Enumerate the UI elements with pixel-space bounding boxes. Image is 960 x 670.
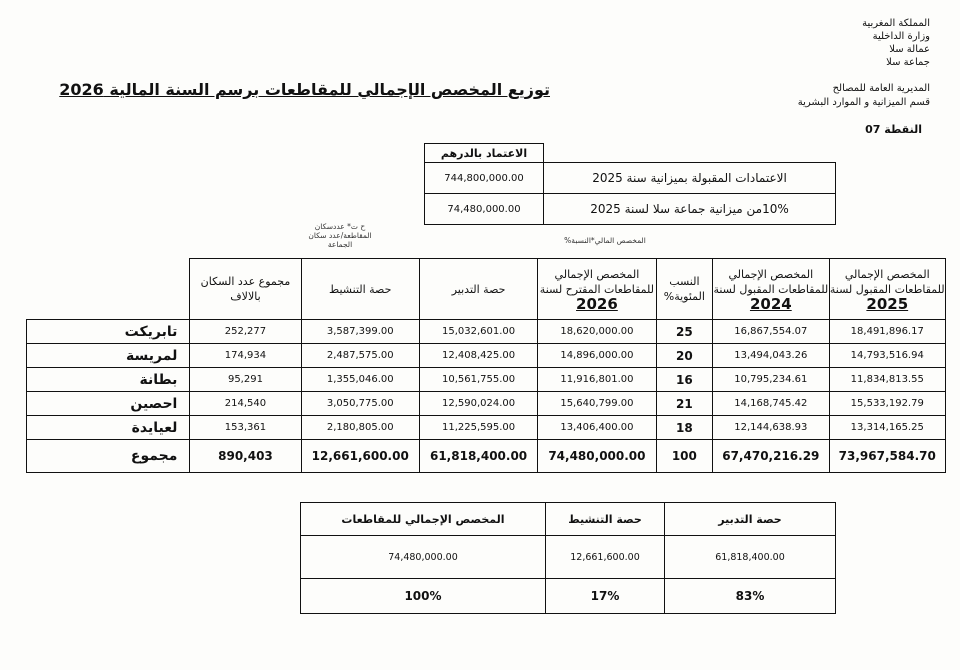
total-row bbox=[27, 440, 946, 473]
header-management-share: حصة التدبير bbox=[419, 259, 537, 320]
credits-caption: الاعتماد بالدرهم bbox=[424, 143, 544, 163]
total-proposed-2026: 74,480,000.00 bbox=[538, 440, 656, 473]
credits-value: 74,480,000.00 bbox=[425, 194, 544, 225]
cell-accepted-2024: 12,144,638.93 bbox=[713, 416, 829, 440]
table-row bbox=[27, 416, 946, 440]
cell-management: 10,561,755.00 bbox=[419, 368, 537, 392]
cell-proposed-2026: 11,916,801.00 bbox=[538, 368, 656, 392]
table-row bbox=[27, 320, 946, 344]
cell-accepted-2024: 10,795,234.61 bbox=[713, 368, 829, 392]
cell-population: 174,934 bbox=[190, 344, 301, 368]
header-accepted-2024 bbox=[713, 259, 829, 320]
kingdom-line: المملكة المغربية bbox=[862, 18, 930, 29]
cell-population: 95,291 bbox=[190, 368, 301, 392]
summary-header-row bbox=[301, 503, 836, 536]
cell-percent: 16 bbox=[656, 368, 713, 392]
summary-header-total: المخصص الإجمالي للمقاطعات bbox=[301, 503, 546, 536]
directorate-line: المديرية العامة للمصالح bbox=[832, 83, 930, 94]
summary-header-activity: حصة التنشيط bbox=[546, 503, 665, 536]
summary-percent-management: 83% bbox=[665, 579, 836, 614]
cell-accepted-2025: 15,533,192.79 bbox=[829, 392, 945, 416]
header-accepted-2024-text: المخصص الإجمالي للمقاطعات المقبول لسنة bbox=[713, 267, 829, 296]
cell-percent: 25 bbox=[656, 320, 713, 344]
credits-label: الاعتمادات المقبولة بميزانية سنة 2025 bbox=[544, 163, 836, 194]
cell-activity: 2,487,575.00 bbox=[301, 344, 419, 368]
summary-table bbox=[300, 502, 836, 614]
cell-accepted-2025: 11,834,813.55 bbox=[829, 368, 945, 392]
summary-percent-row bbox=[301, 579, 836, 614]
header-population: مجموع عدد السكان بالالاف bbox=[190, 259, 301, 320]
table-header-row bbox=[27, 259, 946, 320]
table-row bbox=[27, 392, 946, 416]
cell-proposed-2026: 15,640,799.00 bbox=[538, 392, 656, 416]
credits-row bbox=[425, 194, 836, 225]
header-year-2026: 2026 bbox=[576, 294, 618, 313]
cell-accepted-2025: 14,793,516.94 bbox=[829, 344, 945, 368]
cell-management: 12,408,425.00 bbox=[419, 344, 537, 368]
cell-management: 15,032,601.00 bbox=[419, 320, 537, 344]
cell-activity: 1,355,046.00 bbox=[301, 368, 419, 392]
total-accepted-2024: 67,470,216.29 bbox=[713, 440, 829, 473]
table-row bbox=[27, 344, 946, 368]
cell-activity: 2,180,805.00 bbox=[301, 416, 419, 440]
cell-management: 12,590,024.00 bbox=[419, 392, 537, 416]
department-line: قسم الميزانية و الموارد البشرية bbox=[797, 97, 930, 108]
district-name: بطانة bbox=[27, 368, 190, 392]
header-accepted-2025 bbox=[829, 259, 945, 320]
summary-value-activity: 12,661,600.00 bbox=[546, 536, 665, 579]
empty-corner-cell bbox=[27, 259, 190, 320]
header-year-2024: 2024 bbox=[749, 294, 792, 313]
total-activity: 12,661,600.00 bbox=[301, 440, 419, 473]
district-name: لمريسة bbox=[27, 344, 190, 368]
summary-value-management: 61,818,400.00 bbox=[665, 536, 836, 579]
header-proposed-2026-text: المخصص الإجمالي للمقاطعات المقترح لسنة bbox=[539, 267, 655, 296]
cell-population: 214,540 bbox=[190, 392, 301, 416]
cell-accepted-2025: 18,491,896.17 bbox=[829, 320, 945, 344]
credits-row bbox=[425, 163, 836, 194]
summary-percent-total: 100% bbox=[301, 579, 546, 614]
credits-label: 10%من ميزانية جماعة سلا لسنة 2025 bbox=[544, 194, 836, 225]
cell-accepted-2024: 14,168,745.42 bbox=[713, 392, 829, 416]
total-accepted-2025: 73,967,584.70 bbox=[829, 440, 945, 473]
summary-percent-activity: 17% bbox=[546, 579, 665, 614]
commune-line: جماعة سلا bbox=[886, 57, 930, 68]
header-proposed-2026 bbox=[538, 259, 656, 320]
cell-proposed-2026: 18,620,000.00 bbox=[538, 320, 656, 344]
cell-population: 153,361 bbox=[190, 416, 301, 440]
credits-value: 744,800,000.00 bbox=[425, 163, 544, 194]
cell-population: 252,277 bbox=[190, 320, 301, 344]
district-name: تابريكت bbox=[27, 320, 190, 344]
summary-values-row bbox=[301, 536, 836, 579]
cell-proposed-2026: 13,406,400.00 bbox=[538, 416, 656, 440]
cell-activity: 3,587,399.00 bbox=[301, 320, 419, 344]
header-percent: النسب المئوية% bbox=[656, 259, 713, 320]
document-title: توزيع المخصص الإجمالي للمقاطعات برسم السنة المالية 2026 bbox=[59, 80, 550, 99]
allocation-formula-note: المخصص المالي*النسبة% bbox=[564, 236, 646, 245]
cell-accepted-2024: 13,494,043.26 bbox=[713, 344, 829, 368]
total-management: 61,818,400.00 bbox=[419, 440, 537, 473]
cell-percent: 18 bbox=[656, 416, 713, 440]
header-activity-share: حصة التنشيط bbox=[301, 259, 419, 320]
allocation-table bbox=[26, 258, 946, 473]
table-row bbox=[27, 368, 946, 392]
cell-management: 11,225,595.00 bbox=[419, 416, 537, 440]
header-year-2025: 2025 bbox=[866, 294, 909, 313]
summary-header-management: حصة التدبير bbox=[665, 503, 836, 536]
ministry-line: وزارة الداخلية bbox=[872, 31, 930, 42]
summary-value-total: 74,480,000.00 bbox=[301, 536, 546, 579]
cell-percent: 21 bbox=[656, 392, 713, 416]
point-number: النقطة 07 bbox=[865, 123, 922, 136]
cell-percent: 20 bbox=[656, 344, 713, 368]
total-label: مجموع bbox=[27, 440, 190, 473]
header-accepted-2025-text: المخصص الإجمالي للمقاطعات المقبول لسنة bbox=[829, 267, 945, 296]
cell-accepted-2025: 13,314,165.25 bbox=[829, 416, 945, 440]
cell-proposed-2026: 14,896,000.00 bbox=[538, 344, 656, 368]
district-name: احصين bbox=[27, 392, 190, 416]
district-name: لعيايدة bbox=[27, 416, 190, 440]
prefecture-line: عمالة سلا bbox=[889, 44, 930, 55]
cell-activity: 3,050,775.00 bbox=[301, 392, 419, 416]
total-percent: 100 bbox=[656, 440, 713, 473]
population-share-note: ح ت* عددسكان المقاطعة/عدد سكان الجماعة bbox=[308, 222, 372, 249]
cell-accepted-2024: 16,867,554.07 bbox=[713, 320, 829, 344]
credits-table bbox=[424, 162, 836, 225]
total-population: 890,403 bbox=[190, 440, 301, 473]
